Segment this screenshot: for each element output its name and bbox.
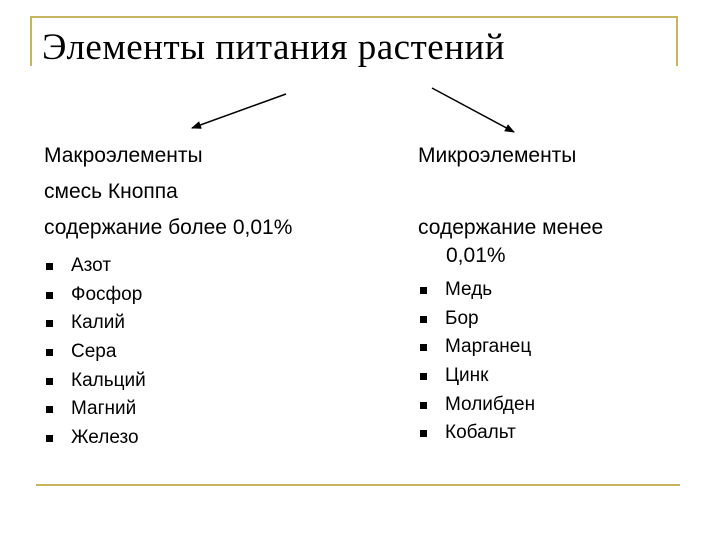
list-item: [418, 362, 698, 391]
square-bullet-icon: [420, 287, 427, 294]
list-item: [44, 424, 384, 453]
list-item: [418, 391, 698, 420]
page-title: Элементы питания растений: [42, 27, 506, 68]
list-item: [44, 367, 384, 396]
list-item: [418, 305, 698, 334]
list-item-label: Марганец: [445, 336, 532, 358]
list-item-label: Молибден: [445, 393, 536, 415]
square-bullet-icon: [420, 373, 427, 380]
micro-list: [418, 276, 698, 448]
list-item-label: Цинк: [445, 365, 489, 387]
list-item: [44, 338, 384, 367]
list-item: [44, 395, 384, 424]
square-bullet-icon: [420, 402, 427, 409]
arrow-to-micro: [432, 88, 514, 132]
square-bullet-icon: [46, 406, 53, 413]
list-item-label: Магний: [71, 398, 137, 420]
list-item-label: Сера: [71, 341, 117, 363]
list-item-label: Железо: [71, 427, 139, 449]
list-item: [418, 419, 698, 448]
square-bullet-icon: [46, 378, 53, 385]
list-item: [44, 252, 384, 281]
list-item-label: Кальций: [71, 369, 146, 391]
list-item: [44, 309, 384, 338]
macro-heading: Макроэлементы: [44, 144, 203, 167]
list-item-label: Кобальт: [445, 422, 516, 444]
square-bullet-icon: [420, 430, 427, 437]
micro-content-line1: содержание менее: [418, 216, 604, 239]
micro-column: [418, 138, 698, 448]
list-item-label: Калий: [71, 312, 125, 334]
macro-column: [44, 138, 384, 453]
square-bullet-icon: [46, 435, 53, 442]
square-bullet-icon: [420, 316, 427, 323]
micro-content: [418, 214, 698, 270]
square-bullet-icon: [46, 292, 53, 299]
micro-heading: Микроэлементы: [418, 144, 577, 167]
square-bullet-icon: [420, 344, 427, 351]
micro-spacer: [418, 174, 698, 210]
list-item-label: Азот: [71, 255, 112, 276]
list-item-label: Фосфор: [71, 283, 143, 305]
square-bullet-icon: [46, 349, 53, 356]
square-bullet-icon: [46, 320, 53, 327]
micro-content-line2: 0,01%: [446, 244, 506, 267]
square-bullet-icon: [46, 263, 53, 270]
list-item: [418, 333, 698, 362]
list-item-label: Бор: [445, 307, 479, 329]
list-item: [418, 276, 698, 305]
arrow-to-macro: [192, 94, 286, 128]
list-item: [44, 281, 384, 310]
macro-content: содержание более 0,01%: [44, 216, 293, 239]
macro-subtitle: смесь Кноппа: [44, 180, 178, 203]
list-item-label: Медь: [445, 279, 493, 300]
macro-list: [44, 252, 384, 453]
